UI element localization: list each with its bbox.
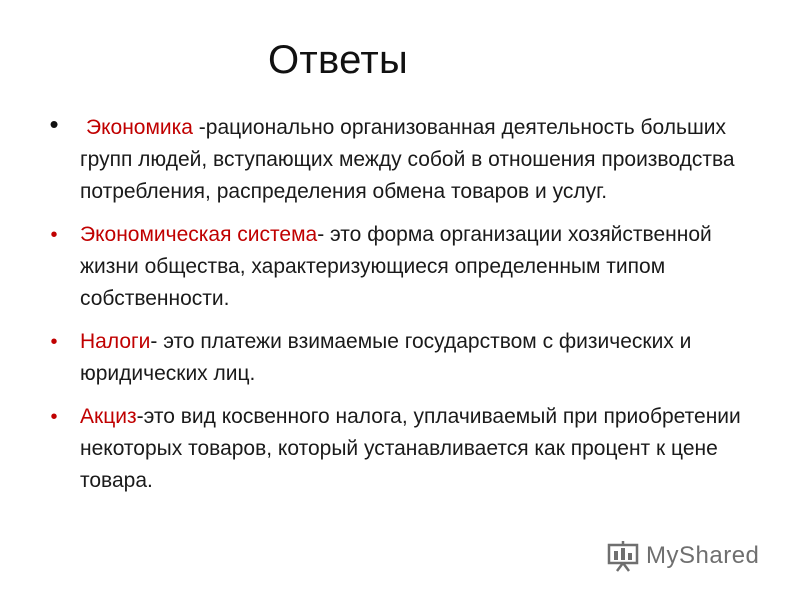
- bullet-icon: •: [50, 224, 58, 246]
- term: Акциз: [80, 405, 137, 428]
- bullet-icon: •: [50, 331, 58, 353]
- definition: - это форма организации хозяйственной жизни общества, характеризующиеся определенным типом собственности.: [80, 223, 712, 310]
- definition: -рационально организованная деятельность больших групп людей, вступающих между собой в отношения производства потребления, распределения обмена товаров и услуг.: [80, 116, 735, 203]
- slide-title: Ответы: [268, 38, 409, 82]
- presentation-board-icon: [606, 539, 640, 573]
- term: Экономическая система: [80, 223, 318, 246]
- bullet-icon: •: [50, 406, 58, 428]
- definitions-list: [44, 109, 774, 508]
- definition: - это платежи взимаемые государством с физических и юридических лиц.: [80, 330, 692, 385]
- list-item: [44, 219, 774, 315]
- watermark-text: MyShared: [646, 542, 760, 569]
- list-item: [44, 109, 774, 208]
- watermark-logo: [606, 538, 766, 574]
- definition: -это вид косвенного налога, уплачиваемый при приобретении некоторых товаров, который устанавливается как процент к цене товара.: [80, 405, 741, 492]
- bullet-icon: •: [49, 109, 59, 139]
- term: Экономика: [86, 116, 193, 139]
- term: Налоги: [80, 330, 151, 353]
- list-item: [44, 401, 774, 497]
- list-item: [44, 326, 774, 390]
